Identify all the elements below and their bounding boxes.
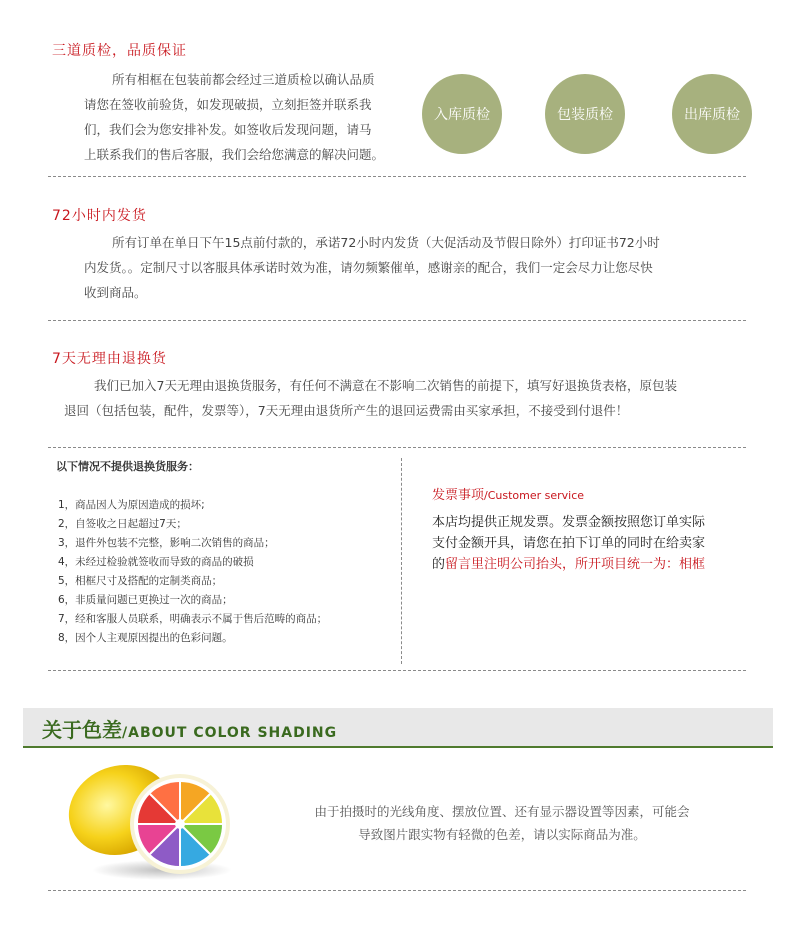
section-title-quality: 三道质检，品质保证	[52, 43, 187, 59]
list-item: 2，自签收之日起超过7天；	[58, 518, 187, 530]
invoice-paragraph	[432, 512, 762, 575]
invoice-title	[432, 484, 584, 503]
rainbow-lemon-image	[62, 752, 242, 882]
color-shading-line: 导致图片跟实物有轻微的色差，请以实际商品为准。	[358, 827, 646, 842]
quality-line: 们，我们会为您安排补发。如签收后发现问题，请马	[84, 122, 372, 137]
divider	[48, 447, 746, 448]
returns-line: 我们已加入7天无理由退换货服务，有任何不满意在不影响二次销售的前提下，填写好退换货表格，原包装	[94, 378, 677, 393]
invoice-title-en: /Customer service	[484, 489, 585, 502]
list-item: 1，商品因人为原因造成的损坏;	[58, 499, 205, 511]
returns-paragraph	[64, 373, 764, 423]
vertical-divider	[401, 458, 402, 664]
color-shading-title-en: /ABOUT COLOR SHADING	[122, 725, 338, 741]
circle-outbound-inspection: 出库质检	[672, 74, 752, 154]
quality-line: 上联系我们的售后客服，我们会给您满意的解决问题。	[84, 147, 385, 162]
quality-paragraph	[84, 67, 424, 167]
invoice-highlight: 留言里注明公司抬头，所开项目统一为：相框	[445, 557, 706, 572]
invoice-line: 本店均提供正规发票。发票金额按照您订单实际	[432, 515, 706, 530]
color-shading-title	[42, 714, 337, 743]
shipping-paragraph	[84, 230, 764, 305]
header-underline	[23, 746, 773, 748]
shipping-line: 所有订单在单日下午15点前付款的，承诺72小时内发货（大促活动及节假日除外）打印证书72小时	[112, 235, 660, 250]
section-title-shipping: 72小时内发货	[52, 208, 147, 224]
no-return-title: 以下情况不提供退换货服务：	[56, 460, 199, 473]
color-shading-title-cn: 关于色差	[42, 718, 122, 742]
invoice-line: 的留言里注明公司抬头，所开项目统一为：相框	[432, 557, 706, 572]
invoice-line: 支付金额开具，请您在拍下订单的同时在给卖家	[432, 536, 706, 551]
list-item: 7，经和客服人员联系，明确表示不属于售后范畴的商品；	[58, 613, 328, 625]
shipping-line: 内发货。。定制尺寸以客服具体承诺时效为准，请勿频繁催单，感谢亲的配合，我们一定会尽力让您尽快	[84, 260, 653, 275]
color-shading-paragraph	[262, 800, 742, 846]
color-shading-line: 由于拍摄时的光线角度、摆放位置、还有显示器设置等因素，可能会	[314, 804, 690, 819]
divider	[48, 670, 746, 671]
list-item: 8，因个人主观原因提出的色彩问题。	[58, 632, 233, 644]
section-title-returns: 7天无理由退换货	[52, 351, 167, 367]
circle-inbound-inspection: 入库质检	[422, 74, 502, 154]
circle-packing-inspection: 包装质检	[545, 74, 625, 154]
list-item: 4，未经过检验就签收而导致的商品的破损	[58, 556, 254, 568]
quality-line: 请您在签收前验货，如发现破损，立刻拒签并联系我	[84, 97, 372, 112]
divider	[48, 176, 746, 177]
no-return-list	[58, 496, 393, 648]
list-item: 5，相框尺寸及搭配的定制类商品；	[58, 575, 223, 587]
invoice-title-cn: 发票事项	[432, 488, 485, 503]
list-item: 3，退件外包装不完整，影响二次销售的商品；	[58, 537, 275, 549]
divider	[48, 320, 746, 321]
quality-line: 所有相框在包装前都会经过三道质检以确认品质	[112, 72, 375, 87]
shipping-line: 收到商品。	[84, 285, 147, 300]
list-item: 6，非质量问题已更换过一次的商品；	[58, 594, 233, 606]
divider	[48, 890, 746, 891]
returns-line: 退回（包括包装，配件，发票等），7天无理由退货所产生的退回运费需由买家承担，不接受到付退件！	[64, 403, 629, 418]
